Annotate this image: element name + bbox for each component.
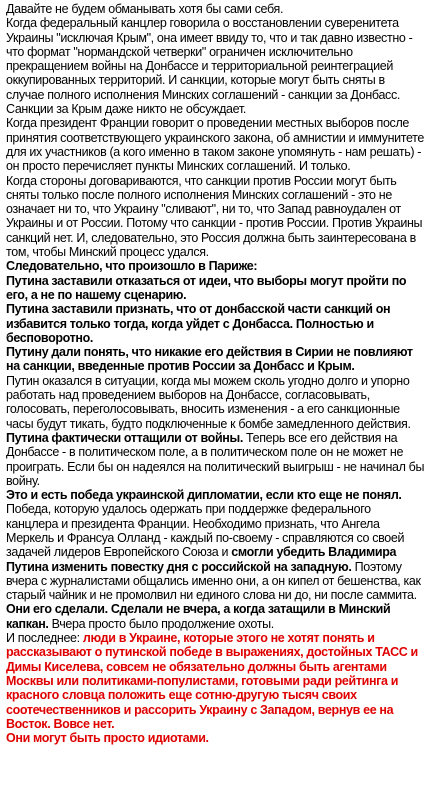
paragraph: [6, 2, 425, 16]
text-run: Победа, которую удалось одержать при поддержке федерального канцлера и президента Франции. Необходимо признать, что Ангела Меркель и Франсуа Олланд - каждый по-своему - справляются со своей задачей лидеров Европейского Союза и: [6, 502, 405, 560]
bold-text: смогли убедить Владимира Путина изменить повестку дня с российской на западную.: [6, 545, 397, 574]
paragraph: [6, 302, 425, 345]
paragraph: [6, 345, 425, 374]
paragraph: [6, 259, 425, 273]
bold-text: Путина заставили признать, что от донбасской части санкций он избавится только тогда, когда уйдет с Донбасса. Полностью и бесповоротно.: [6, 302, 391, 345]
bold-text: Путина фактически оттащили от войны.: [6, 430, 243, 445]
paragraph: [6, 488, 425, 631]
text-run: Когда стороны договариваются, что санкции против России могут быть сняты только после полного исполнения Минских соглашений - это не означает ни то, что Украину "сливают", ни то, что Запад равноудален от Украины и от России. Потому что санкции - против России. Против Украины санкций нет. И, следовательно, это Россия должна быть заинтересована в том, чтобы Минский процесс удался.: [6, 173, 423, 260]
bold-text: Это и есть победа украинской дипломатии, если кто еще не понял.: [6, 488, 402, 503]
highlighted-text: люди в Украине, которые этого не хотят понять и рассказывают о путинской победе в выражениях, достойных ТАСС и Димы Киселева, совсем не обязательно должны быть агентами Москвы или политиками-популистами, готовыми ради рейтинга и красного словца положить еще сотню-другую тысяч своих соотечественников и рассорить Украину с Западом, вернув ее на Восток. Вовсе нет.: [6, 631, 418, 731]
paragraph: [6, 16, 425, 116]
bold-text: Путину дали понять, что никакие его действия в Сирии не повлияют на санкции, введенные против России за Донбасс и Крым.: [6, 345, 413, 374]
paragraph: [6, 631, 425, 731]
text-run: Теперь все его действия на Донбассе - в политическом поле, а в политическом поле он не может не проиграть. Если бы он надеялся на политический выигрыш - не начинал бы войну.: [6, 430, 425, 488]
text-run: Когда федеральный канцлер говорила о восстановлении суверенитета Украины "исключая Крым", она имеет ввиду то, что и так давно известно - что формат "нормандской четверки" ограничен исключительно прекращением войны на Донбассе и территориальной реинтеграцией оккупированных территорий. И санкции, которые могут быть сняты в случае полного исполнения Минских соглашений - санкции за Донбасс. Санкции за Крым даже никто не обсуждает.: [6, 16, 413, 117]
text-run: И последнее:: [6, 631, 83, 646]
bold-text: Они его сделали. Сделали не вчера, а когда затащили в Минский капкан.: [6, 602, 391, 631]
text-run: Путин оказался в ситуации, когда мы можем сколь угодно долго и упорно работать над проведением выборов на Донбассе, согласовывать, голосовать, переголосовывать, вносить изменения - а его санкционные часы будут тикать, будто подключенные к бомбе замедленного действия.: [6, 373, 411, 431]
paragraph: [6, 431, 425, 488]
highlighted-text: Они могут быть просто идиотами.: [6, 731, 209, 746]
paragraph: [6, 374, 425, 431]
paragraph: [6, 731, 425, 745]
text-run: Давайте не будем обманывать хотя бы сами себя.: [6, 2, 284, 16]
text-run: Вчера просто было продолжение охоты.: [48, 616, 274, 631]
bold-text: Путина заставили отказаться от идеи, что выборы могут пройти по его, а не по нашему сценарию.: [6, 273, 407, 302]
paragraph: [6, 274, 425, 303]
text-run: Поэтому вчера с журналистами общались именно они, а он кипел от бешенства, как старый чайник и не промолвил ни единого слова ни до, ни после саммита.: [6, 559, 421, 603]
bold-text: Следовательно, что произошло в Париже:: [6, 259, 258, 274]
paragraph: [6, 116, 425, 173]
text-run: Когда президент Франции говорит о проведении местных выборов после принятия соответствующего украинского закона, об амнистии и иммунитете для их участников (а кого именно в таком законе упомянуть - нам решать) - он просто перечисляет пункты Минских соглашений. И только.: [6, 116, 425, 174]
paragraph: [6, 174, 425, 260]
